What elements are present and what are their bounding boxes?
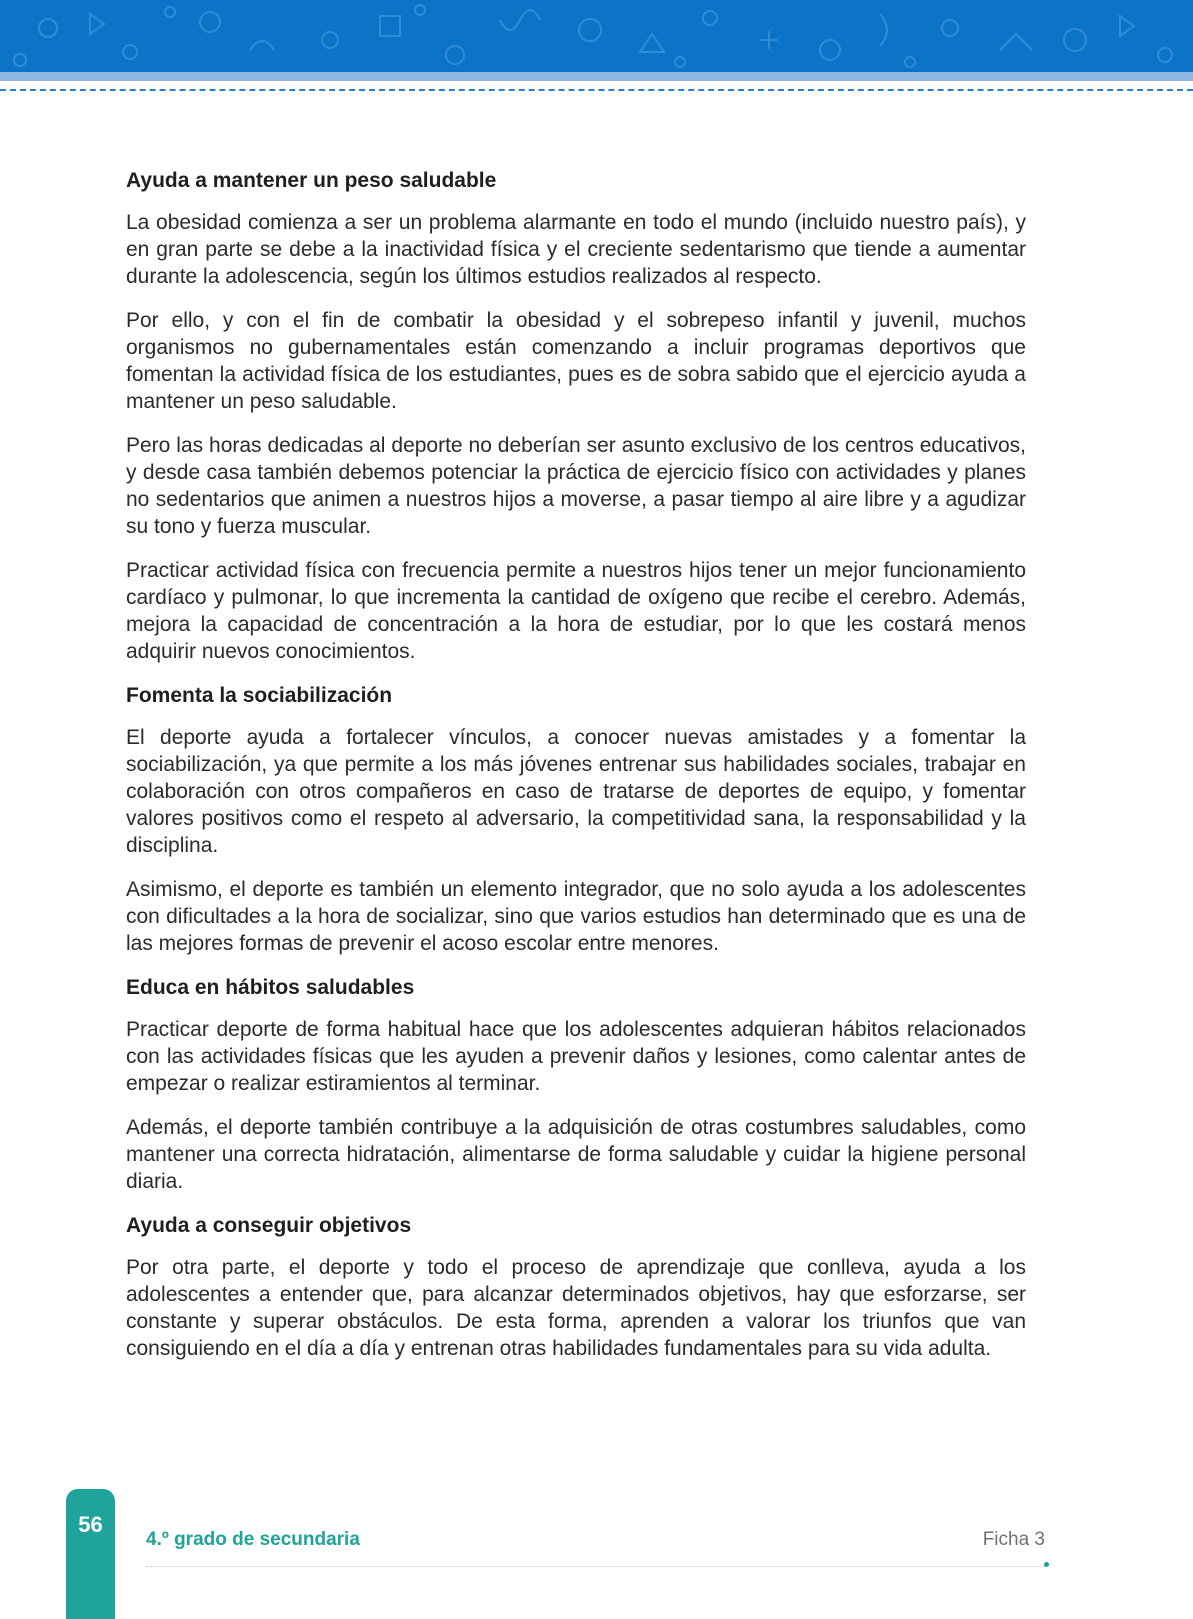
paragraph: Por ello, y con el fin de combatir la obesidad y el sobrepeso infantil y juvenil, muchos organismos no gubernamentales están comenzando a incluir programas deportivos que fomentan la actividad física de los estudiantes, pues es de sobra sabido que el ejercicio ayuda a mantener un peso saludable. (126, 309, 1026, 413)
paragraph: Además, el deporte también contribuye a la adquisición de otras costumbres saludables, como mantener una correcta hidratación, alimentarse de forma saludable y cuidar la higiene personal diaria. (126, 1116, 1026, 1193)
section-objetivos (126, 1212, 1026, 1362)
paragraph: La obesidad comienza a ser un problema alarmante en todo el mundo (incluido nuestro país), y en gran parte se debe a la inactividad física y el creciente sedentarismo que tiende a aumentar durante la adolescencia, según los últimos estudios realizados al respecto. (126, 211, 1026, 288)
dashed-divider (0, 89, 1193, 91)
section-sociabilizacion (126, 682, 1026, 957)
paragraph: El deporte ayuda a fortalecer vínculos, a conocer nuevas amistades y a fomentar la sociabilización, ya que permite a los más jóvenes entrenar sus habilidades sociales, trabajar en colaboración con otros compañeros en caso de tratarse de deportes de equipo, y fomentar valores positivos como el respeto al adversario, la competitividad sana, la responsabilidad y la disciplina. (126, 726, 1026, 857)
section-heading: Ayuda a mantener un peso saludable (126, 169, 497, 192)
section-heading: Fomenta la sociabilización (126, 684, 393, 707)
top-banner (0, 0, 1193, 72)
paragraph: Practicar actividad física con frecuencia permite a nuestros hijos tener un mejor funcionamiento cardíaco y pulmonar, lo que incrementa la cantidad de oxígeno que recibe el cerebro. Además, mejora la capacidad de concentración a la hora de estudiar, por lo que les costará menos adquirir nuevos conocimientos. (126, 559, 1026, 663)
page-number: 56 (78, 1512, 103, 1537)
doodle-pattern-icon (0, 0, 1193, 72)
section-heading: Educa en hábitos saludables (126, 976, 415, 999)
page-content (126, 167, 1026, 1379)
footer-ficha-label: Ficha 3 (982, 1529, 1045, 1550)
footer-dot (1044, 1562, 1049, 1567)
section-heading: Ayuda a conseguir objetivos (126, 1214, 412, 1237)
section-peso-saludable (126, 167, 1026, 665)
paragraph: Por otra parte, el deporte y todo el proceso de aprendizaje que conlleva, ayuda a los adolescentes a entender que, para alcanzar determinados objetivos, hay que esforzarse, ser constante y superar obstáculos. De esta forma, aprenden a valorar los triunfos que van consiguiendo en el día a día y entrenan otras habilidades fundamentales para su vida adulta. (126, 1256, 1026, 1360)
paragraph: Asimismo, el deporte es también un elemento integrador, que no solo ayuda a los adolescentes con dificultades a la hora de socializar, sino que varios estudios han determinado que es una de las mejores formas de prevenir el acoso escolar entre menores. (126, 878, 1026, 955)
section-habitos-saludables (126, 974, 1026, 1195)
banner-underline (0, 72, 1193, 81)
paragraph: Pero las horas dedicadas al deporte no deberían ser asunto exclusivo de los centros educativos, y desde casa también debemos potenciar la práctica de ejercicio físico con actividades y planes no sedentarios que animen a nuestros hijos a moverse, a pasar tiempo al aire libre y a agudizar su tono y fuerza muscular. (126, 434, 1026, 538)
footer-grade-label: 4.º grado de secundaria (146, 1529, 360, 1550)
paragraph: Practicar deporte de forma habitual hace que los adolescentes adquieran hábitos relacionados con las actividades físicas que les ayuden a prevenir daños y lesiones, como calentar antes de empezar o realizar estiramientos al terminar. (126, 1018, 1026, 1095)
footer-divider (146, 1566, 1046, 1567)
